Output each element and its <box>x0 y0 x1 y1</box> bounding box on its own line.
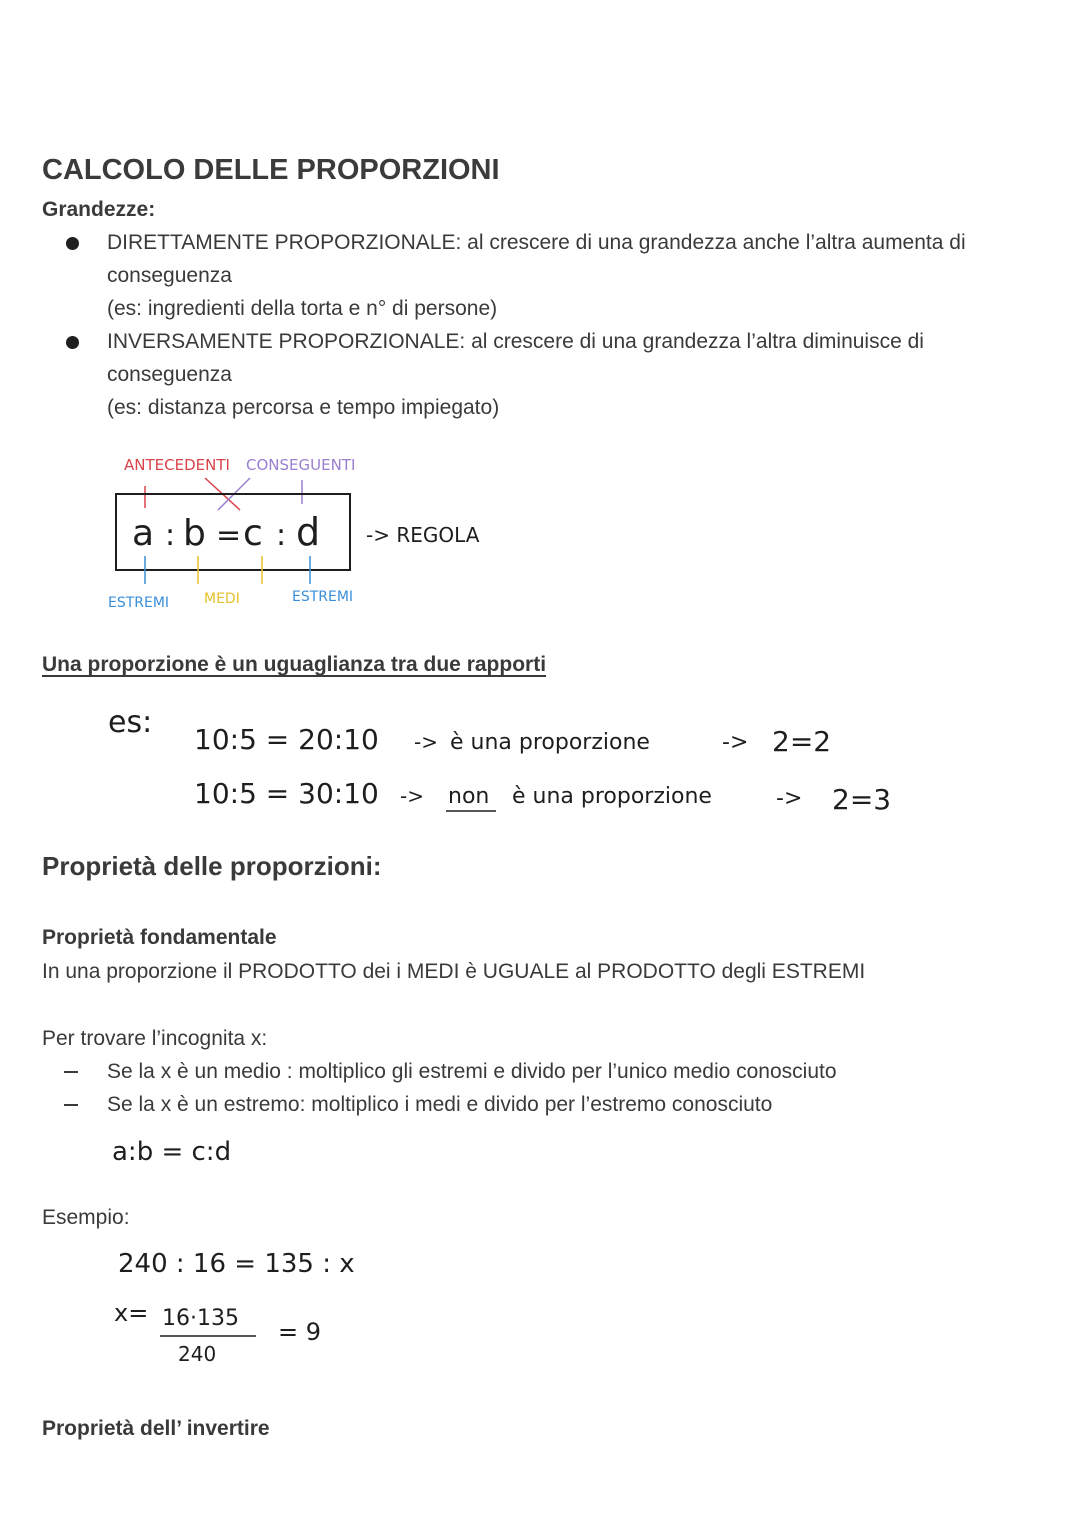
estremi-right-label: ESTREMI <box>292 589 354 605</box>
esempio-denominator: 240 <box>178 1342 217 1366</box>
example-1-arrow-2: -> <box>722 730 749 755</box>
esempio-label: Esempio: <box>42 1206 130 1229</box>
conseguenti-label: CONSEGUENTI <box>246 456 356 474</box>
example-1-text: è una proporzione <box>450 730 650 755</box>
incognita-intro: Per trovare l’incognita x: <box>42 1027 268 1050</box>
definition: Una proporzione è un uguaglianza tra due rapporti <box>42 653 547 676</box>
esempio-numerator: 16·135 <box>162 1306 239 1331</box>
regola-label: -> REGOLA <box>366 523 480 547</box>
example-2-result: 2=3 <box>832 783 892 816</box>
incognita-list <box>42 1055 1042 1121</box>
list-item-line: DIRETTAMENTE PROPORZIONALE: al crescere di una grandezza anche l’altra aumenta di <box>107 231 966 254</box>
example-1-result: 2=2 <box>772 725 832 758</box>
list-item-text: Se la x è un estremo: moltiplico i medi e divido per l’estremo conosciuto <box>107 1093 773 1116</box>
esempio-equation: 240 : 16 = 135 : x <box>118 1249 355 1279</box>
example-2-equation: 10:5 = 30:10 <box>194 777 379 810</box>
formula: a:b = c:d <box>112 1137 232 1167</box>
esempio-result: = 9 <box>278 1318 322 1346</box>
antecedenti-label: ANTECEDENTI <box>124 456 230 474</box>
colon-2: : <box>276 518 287 553</box>
list-item-line: conseguenza <box>107 363 232 386</box>
example-2-arrow-2: -> <box>776 786 803 811</box>
colon-1: : <box>165 518 176 553</box>
estremi-left-label: ESTREMI <box>108 595 170 611</box>
invertire-heading: Proprietà dell’ invertire <box>42 1417 270 1440</box>
medi-label: MEDI <box>204 591 240 607</box>
dash-icon <box>64 1071 78 1073</box>
list-item <box>42 1055 1042 1088</box>
var-c: c <box>243 513 263 554</box>
example-2-non: non <box>448 784 490 809</box>
list-item-line: conseguenza <box>107 264 232 287</box>
list-item-line: (es: distanza percorsa e tempo impiegato) <box>107 396 500 419</box>
esempio-x-label: x= <box>114 1299 149 1327</box>
page-title: CALCOLO DELLE PROPORZIONI <box>42 154 500 186</box>
equals: = <box>216 518 242 553</box>
list-item <box>42 1088 1042 1121</box>
fondamentale-text: In una proporzione il PRODOTTO dei i MEDI è UGUALE al PRODOTTO degli ESTREMI <box>42 960 866 983</box>
example-1-arrow: -> <box>414 730 438 754</box>
example-1-equation: 10:5 = 20:10 <box>194 723 379 756</box>
grandezze-heading: Grandezze: <box>42 198 156 221</box>
var-a: a <box>132 513 155 554</box>
var-b: b <box>183 513 206 554</box>
example-2-text: è una proporzione <box>512 784 712 809</box>
properties-heading: Proprietà delle proporzioni: <box>42 851 382 881</box>
example-2-arrow: -> <box>400 784 424 808</box>
fondamentale-heading: Proprietà fondamentale <box>42 926 277 949</box>
dash-icon <box>64 1104 78 1106</box>
list-item-text: Se la x è un medio : moltiplico gli estremi e divido per l’unico medio conosciuto <box>107 1060 837 1083</box>
var-d: d <box>296 510 321 554</box>
examples-label: es: <box>108 705 153 740</box>
list-item-line: INVERSAMENTE PROPORZIONALE: al crescere di una grandezza l’altra diminuisce di <box>107 330 924 353</box>
list-item-line: (es: ingredienti della torta e n° di persone) <box>107 297 498 320</box>
